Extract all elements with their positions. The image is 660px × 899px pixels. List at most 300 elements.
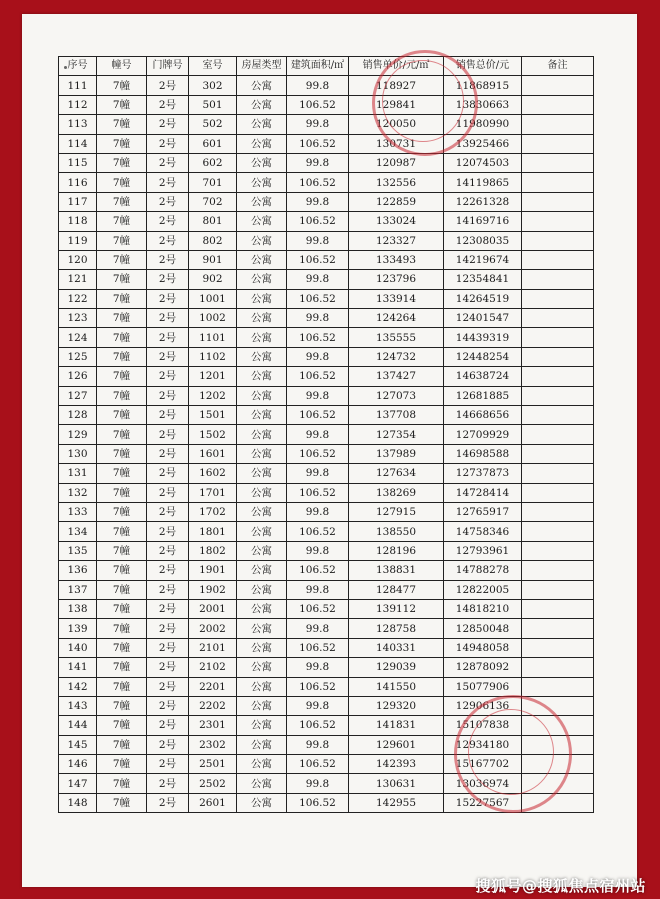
table-cell: 2号 <box>147 580 189 599</box>
table-cell: 130631 <box>349 774 444 793</box>
table-cell: 2号 <box>147 638 189 657</box>
table-cell: 7幢 <box>97 386 147 405</box>
table-cell: 106.52 <box>287 406 349 425</box>
table-cell: 公寓 <box>237 231 287 250</box>
table-cell: 7幢 <box>97 328 147 347</box>
table-cell: 902 <box>189 270 237 289</box>
table-cell: 7幢 <box>97 76 147 95</box>
table-cell: 12850048 <box>444 619 522 638</box>
table-cell: 123 <box>59 309 97 328</box>
table-cell: 901 <box>189 250 237 269</box>
table-cell <box>522 328 594 347</box>
table-cell: 128477 <box>349 580 444 599</box>
table-cell <box>522 173 594 192</box>
table-cell: 公寓 <box>237 696 287 715</box>
table-cell: 7幢 <box>97 289 147 308</box>
table-cell: 12681885 <box>444 386 522 405</box>
table-cell: 127073 <box>349 386 444 405</box>
table-cell: 146 <box>59 755 97 774</box>
table-cell: 2号 <box>147 677 189 696</box>
table-cell: 12793961 <box>444 541 522 560</box>
column-header: 室号 <box>189 57 237 76</box>
table-cell: 131 <box>59 464 97 483</box>
table-cell: 2号 <box>147 444 189 463</box>
table-cell: 公寓 <box>237 541 287 560</box>
table-cell: 106.52 <box>287 522 349 541</box>
table-row <box>59 153 594 172</box>
table-cell <box>522 638 594 657</box>
table-cell: 14948058 <box>444 638 522 657</box>
table-cell: 14758346 <box>444 522 522 541</box>
table-cell: 120050 <box>349 115 444 134</box>
table-cell: 138 <box>59 599 97 618</box>
table-cell: 138269 <box>349 483 444 502</box>
column-header: 建筑面积/㎡ <box>287 57 349 76</box>
table-row <box>59 76 594 95</box>
table-cell: 106.52 <box>287 289 349 308</box>
table-cell <box>522 425 594 444</box>
table-cell: 120987 <box>349 153 444 172</box>
table-cell: 2号 <box>147 250 189 269</box>
table-cell: 120 <box>59 250 97 269</box>
table-cell: 106.52 <box>287 716 349 735</box>
column-header: 门牌号 <box>147 57 189 76</box>
table-cell: 106.52 <box>287 793 349 812</box>
table-cell <box>522 115 594 134</box>
table-cell: 2号 <box>147 561 189 580</box>
table-cell: 2号 <box>147 425 189 444</box>
table-row <box>59 212 594 231</box>
table-cell: 126 <box>59 367 97 386</box>
table-cell <box>522 464 594 483</box>
table-cell: 2201 <box>189 677 237 696</box>
table-cell: 147 <box>59 774 97 793</box>
table-cell: 2号 <box>147 406 189 425</box>
table-cell: 106.52 <box>287 444 349 463</box>
table-cell: 公寓 <box>237 367 287 386</box>
table-cell: 132556 <box>349 173 444 192</box>
table-cell: 701 <box>189 173 237 192</box>
table-cell <box>522 95 594 114</box>
table-cell: 7幢 <box>97 502 147 521</box>
table-cell: 7幢 <box>97 522 147 541</box>
table-cell: 99.8 <box>287 696 349 715</box>
table-cell: 122 <box>59 289 97 308</box>
table-cell: 2号 <box>147 541 189 560</box>
table-cell: 7幢 <box>97 658 147 677</box>
table-cell: 12401547 <box>444 309 522 328</box>
table-cell: 112 <box>59 95 97 114</box>
table-cell: 802 <box>189 231 237 250</box>
table-cell <box>522 386 594 405</box>
table-cell: 7幢 <box>97 599 147 618</box>
table-cell: 123327 <box>349 231 444 250</box>
table-cell <box>522 309 594 328</box>
table-cell: 99.8 <box>287 347 349 366</box>
table-cell: 502 <box>189 115 237 134</box>
table-cell: 2号 <box>147 716 189 735</box>
table-cell <box>522 406 594 425</box>
table-cell <box>522 735 594 754</box>
table-cell: 1001 <box>189 289 237 308</box>
table-cell: 135 <box>59 541 97 560</box>
table-cell: 134 <box>59 522 97 541</box>
table-row <box>59 309 594 328</box>
table-cell: 138831 <box>349 561 444 580</box>
table-cell: 99.8 <box>287 231 349 250</box>
table-cell: 14728414 <box>444 483 522 502</box>
table-cell: 115 <box>59 153 97 172</box>
table-cell: 2号 <box>147 212 189 231</box>
table-cell: 124 <box>59 328 97 347</box>
table-cell <box>522 212 594 231</box>
table-cell: 7幢 <box>97 735 147 754</box>
table-cell: 119 <box>59 231 97 250</box>
table-cell <box>522 134 594 153</box>
table-cell: 公寓 <box>237 289 287 308</box>
table-cell <box>522 541 594 560</box>
table-cell: 2001 <box>189 599 237 618</box>
table-cell: 2号 <box>147 309 189 328</box>
table-cell: 128758 <box>349 619 444 638</box>
table-row <box>59 522 594 541</box>
table-cell: 14119865 <box>444 173 522 192</box>
table-cell: 129039 <box>349 658 444 677</box>
table-cell: 148 <box>59 793 97 812</box>
table-cell: 145 <box>59 735 97 754</box>
table-cell: 121 <box>59 270 97 289</box>
table-cell: 128196 <box>349 541 444 560</box>
table-cell: 1201 <box>189 367 237 386</box>
table-cell: 14169716 <box>444 212 522 231</box>
table-cell: 106.52 <box>287 638 349 657</box>
table-cell: 7幢 <box>97 561 147 580</box>
table-cell <box>522 502 594 521</box>
table-cell: 99.8 <box>287 658 349 677</box>
table-cell: 141 <box>59 658 97 677</box>
table-row <box>59 793 594 812</box>
table-cell: 2号 <box>147 231 189 250</box>
table-cell: 141831 <box>349 716 444 735</box>
table-cell: 127 <box>59 386 97 405</box>
table-cell: 113 <box>59 115 97 134</box>
table-row <box>59 696 594 715</box>
table-cell: 公寓 <box>237 425 287 444</box>
table-cell: 117 <box>59 192 97 211</box>
table-cell: 141550 <box>349 677 444 696</box>
table-cell: 118 <box>59 212 97 231</box>
table-cell: 14439319 <box>444 328 522 347</box>
table-cell: 7幢 <box>97 173 147 192</box>
table-cell: 1701 <box>189 483 237 502</box>
table-cell: 公寓 <box>237 270 287 289</box>
table-cell: 1601 <box>189 444 237 463</box>
table-cell: 公寓 <box>237 483 287 502</box>
table-cell <box>522 250 594 269</box>
table-cell: 14698588 <box>444 444 522 463</box>
table-cell: 2号 <box>147 115 189 134</box>
table-cell: 2号 <box>147 483 189 502</box>
table-cell: 公寓 <box>237 755 287 774</box>
table-cell: 118927 <box>349 76 444 95</box>
table-row <box>59 328 594 347</box>
table-cell: 601 <box>189 134 237 153</box>
table-cell: 2号 <box>147 696 189 715</box>
table-cell: 2501 <box>189 755 237 774</box>
table-header-row <box>59 57 594 76</box>
table-cell: 127354 <box>349 425 444 444</box>
table-cell: 99.8 <box>287 115 349 134</box>
table-cell: 302 <box>189 76 237 95</box>
table-cell: 12765917 <box>444 502 522 521</box>
table-cell <box>522 793 594 812</box>
table-cell: 144 <box>59 716 97 735</box>
table-cell <box>522 658 594 677</box>
table-cell: 99.8 <box>287 619 349 638</box>
table-cell: 公寓 <box>237 173 287 192</box>
table-row <box>59 502 594 521</box>
table-cell: 公寓 <box>237 677 287 696</box>
table-cell: 7幢 <box>97 270 147 289</box>
table-row <box>59 386 594 405</box>
table-cell <box>522 367 594 386</box>
table-cell: 公寓 <box>237 619 287 638</box>
table-cell <box>522 444 594 463</box>
table-cell: 702 <box>189 192 237 211</box>
table-cell: 106.52 <box>287 599 349 618</box>
table-cell: 137427 <box>349 367 444 386</box>
table-cell: 15077906 <box>444 677 522 696</box>
table-cell: 99.8 <box>287 386 349 405</box>
table-cell <box>522 580 594 599</box>
table-cell: 12074503 <box>444 153 522 172</box>
table-cell: 公寓 <box>237 638 287 657</box>
table-cell: 106.52 <box>287 250 349 269</box>
table-cell: 2号 <box>147 658 189 677</box>
table-cell: 公寓 <box>237 735 287 754</box>
table-cell: 99.8 <box>287 541 349 560</box>
table-cell: 14219674 <box>444 250 522 269</box>
table-cell: 106.52 <box>287 483 349 502</box>
table-cell: 12448254 <box>444 347 522 366</box>
table-cell: 7幢 <box>97 309 147 328</box>
table-cell: 133914 <box>349 289 444 308</box>
table-cell: 12709929 <box>444 425 522 444</box>
table-cell: 1002 <box>189 309 237 328</box>
table-cell: 137989 <box>349 444 444 463</box>
table-cell: 2号 <box>147 95 189 114</box>
table-cell: 13925466 <box>444 134 522 153</box>
table-cell: 129841 <box>349 95 444 114</box>
column-header: 序号 <box>59 57 97 76</box>
table-cell: 2号 <box>147 367 189 386</box>
table-cell: 124732 <box>349 347 444 366</box>
table-cell <box>522 522 594 541</box>
table-row <box>59 425 594 444</box>
table-cell: 公寓 <box>237 464 287 483</box>
table-cell: 99.8 <box>287 192 349 211</box>
table-cell: 14818210 <box>444 599 522 618</box>
table-cell: 140 <box>59 638 97 657</box>
table-cell: 公寓 <box>237 328 287 347</box>
table-cell <box>522 599 594 618</box>
table-cell: 2号 <box>147 755 189 774</box>
table-cell: 公寓 <box>237 76 287 95</box>
table-cell: 12906136 <box>444 696 522 715</box>
table-cell: 15227567 <box>444 793 522 812</box>
table-cell <box>522 153 594 172</box>
table-row <box>59 270 594 289</box>
table-cell: 公寓 <box>237 406 287 425</box>
table-cell <box>522 231 594 250</box>
table-cell <box>522 347 594 366</box>
table-row <box>59 115 594 134</box>
table-cell: 7幢 <box>97 212 147 231</box>
table-cell: 7幢 <box>97 250 147 269</box>
table-cell: 15167702 <box>444 755 522 774</box>
table-cell: 2号 <box>147 522 189 541</box>
table-row <box>59 231 594 250</box>
table-cell: 公寓 <box>237 95 287 114</box>
table-cell: 106.52 <box>287 212 349 231</box>
table-cell: 106.52 <box>287 755 349 774</box>
table-cell: 99.8 <box>287 309 349 328</box>
table-cell: 7幢 <box>97 755 147 774</box>
table-cell: 2号 <box>147 774 189 793</box>
table-row <box>59 289 594 308</box>
table-cell: 138550 <box>349 522 444 541</box>
table-row <box>59 173 594 192</box>
table-cell: 公寓 <box>237 134 287 153</box>
table-cell: 7幢 <box>97 134 147 153</box>
table-cell: 公寓 <box>237 386 287 405</box>
table-cell: 7幢 <box>97 793 147 812</box>
table-cell: 1602 <box>189 464 237 483</box>
table-cell: 7幢 <box>97 192 147 211</box>
table-row <box>59 580 594 599</box>
table-cell: 公寓 <box>237 793 287 812</box>
table-cell <box>522 76 594 95</box>
table-cell: 公寓 <box>237 250 287 269</box>
table-cell: 1502 <box>189 425 237 444</box>
table-cell: 2601 <box>189 793 237 812</box>
table-cell <box>522 716 594 735</box>
table-cell: 7幢 <box>97 153 147 172</box>
table-cell: 7幢 <box>97 541 147 560</box>
table-cell: 2号 <box>147 599 189 618</box>
table-cell: 7幢 <box>97 231 147 250</box>
table-cell <box>522 561 594 580</box>
table-cell: 127915 <box>349 502 444 521</box>
table-cell: 99.8 <box>287 464 349 483</box>
table-cell: 106.52 <box>287 173 349 192</box>
table-cell: 2202 <box>189 696 237 715</box>
table-cell: 7幢 <box>97 406 147 425</box>
table-cell: 公寓 <box>237 522 287 541</box>
table-cell: 2号 <box>147 386 189 405</box>
table-cell: 公寓 <box>237 658 287 677</box>
column-header: 备注 <box>522 57 594 76</box>
table-cell: 7幢 <box>97 774 147 793</box>
table-cell: 99.8 <box>287 502 349 521</box>
table-cell: 1101 <box>189 328 237 347</box>
table-cell: 公寓 <box>237 599 287 618</box>
table-cell: 106.52 <box>287 134 349 153</box>
table-cell: 13830663 <box>444 95 522 114</box>
table-cell: 公寓 <box>237 502 287 521</box>
table-row <box>59 638 594 657</box>
table-cell <box>522 677 594 696</box>
table-row <box>59 619 594 638</box>
table-cell: 129 <box>59 425 97 444</box>
table-cell: 123796 <box>349 270 444 289</box>
table-cell: 140331 <box>349 638 444 657</box>
table-cell: 137 <box>59 580 97 599</box>
table-row <box>59 658 594 677</box>
table-cell: 137708 <box>349 406 444 425</box>
table-cell: 2301 <box>189 716 237 735</box>
table-cell: 12308035 <box>444 231 522 250</box>
table-cell: 106.52 <box>287 561 349 580</box>
table-cell: 2号 <box>147 735 189 754</box>
table-cell: 12354841 <box>444 270 522 289</box>
table-row <box>59 774 594 793</box>
table-cell: 132 <box>59 483 97 502</box>
table-cell: 7幢 <box>97 677 147 696</box>
table-cell: 2002 <box>189 619 237 638</box>
table-cell <box>522 270 594 289</box>
table-cell: 2102 <box>189 658 237 677</box>
table-cell: 7幢 <box>97 444 147 463</box>
column-header: 房屋类型 <box>237 57 287 76</box>
table-cell: 7幢 <box>97 95 147 114</box>
table-cell: 7幢 <box>97 580 147 599</box>
table-cell: 602 <box>189 153 237 172</box>
table-cell: 2号 <box>147 793 189 812</box>
table-cell: 2号 <box>147 502 189 521</box>
table-cell: 2号 <box>147 347 189 366</box>
table-cell: 13036974 <box>444 774 522 793</box>
table-row <box>59 464 594 483</box>
table-row <box>59 250 594 269</box>
table-cell: 129601 <box>349 735 444 754</box>
table-cell: 99.8 <box>287 735 349 754</box>
table-row <box>59 561 594 580</box>
table-cell: 114 <box>59 134 97 153</box>
table-cell: 7幢 <box>97 464 147 483</box>
table-cell <box>522 619 594 638</box>
table-cell: 99.8 <box>287 580 349 599</box>
table-cell: 7幢 <box>97 115 147 134</box>
table-row <box>59 95 594 114</box>
table-cell: 2号 <box>147 464 189 483</box>
table-cell: 15107838 <box>444 716 522 735</box>
table-cell <box>522 192 594 211</box>
table-cell: 111 <box>59 76 97 95</box>
table-cell: 136 <box>59 561 97 580</box>
price-list-table <box>58 56 594 813</box>
table-cell: 106.52 <box>287 367 349 386</box>
table-cell: 99.8 <box>287 153 349 172</box>
table-cell: 129320 <box>349 696 444 715</box>
table-cell: 2号 <box>147 76 189 95</box>
table-cell: 2号 <box>147 134 189 153</box>
table-cell: 7幢 <box>97 619 147 638</box>
column-header: 销售单价/元/㎡ <box>349 57 444 76</box>
table-cell: 7幢 <box>97 696 147 715</box>
table-cell: 142 <box>59 677 97 696</box>
table-cell: 130 <box>59 444 97 463</box>
